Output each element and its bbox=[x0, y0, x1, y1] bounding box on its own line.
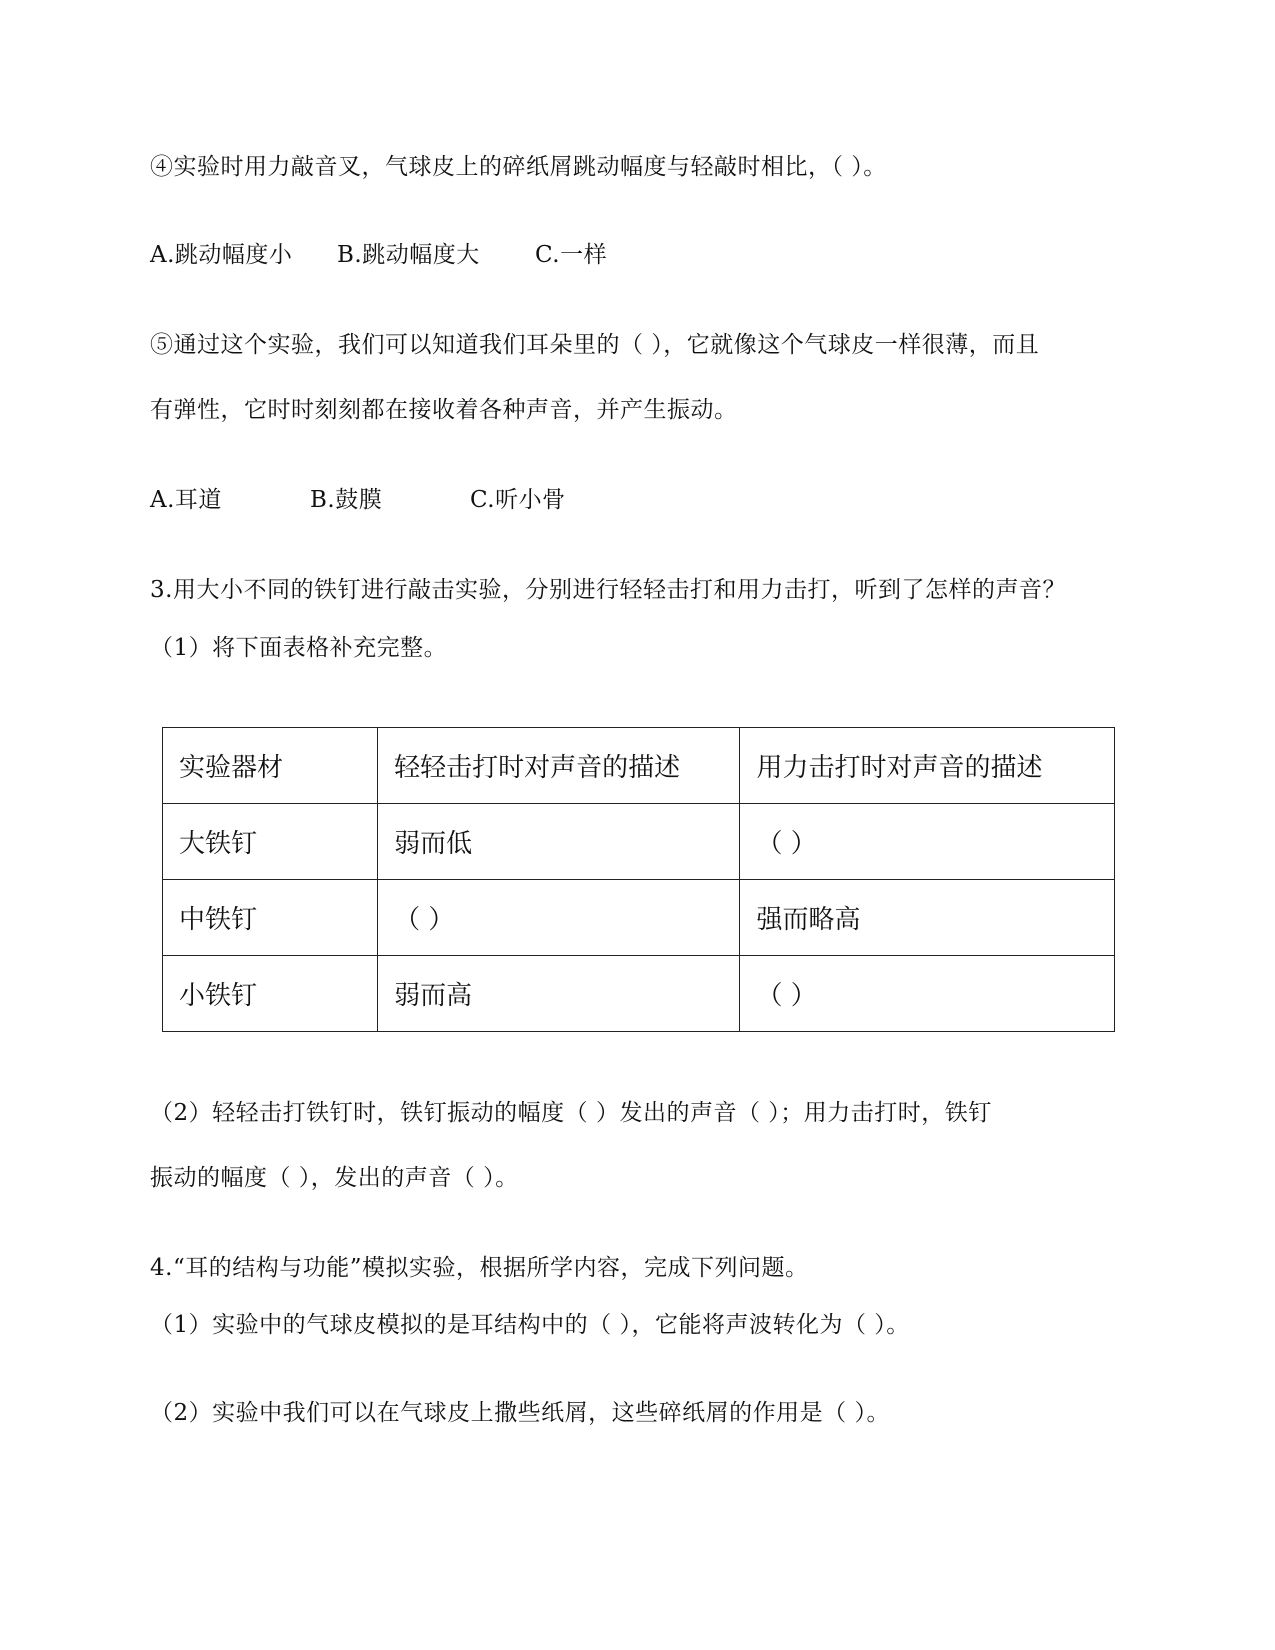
table-cell-blank: （ ） bbox=[378, 880, 740, 956]
table-cell: 中铁钉 bbox=[163, 880, 378, 956]
table-cell: 小铁钉 bbox=[163, 956, 378, 1032]
option-a: A.跳动幅度小 bbox=[150, 242, 293, 268]
table-header-cell: 用力击打时对声音的描述 bbox=[740, 728, 1115, 804]
table-cell: 弱而低 bbox=[378, 804, 740, 880]
question-5-options bbox=[150, 485, 566, 515]
question-3-title: 3.用大小不同的铁钉进行敲击实验，分别进行轻轻击打和用力击打，听到了怎样的声音？ bbox=[150, 577, 1066, 603]
experiment-table bbox=[162, 727, 1115, 1032]
option-a: A.耳道 bbox=[150, 487, 222, 513]
question-4-title: 4.“耳的结构与功能”模拟实验，根据所学内容，完成下列问题。 bbox=[150, 1255, 809, 1281]
option-b: B.鼓膜 bbox=[310, 487, 383, 513]
option-b: B.跳动幅度大 bbox=[337, 242, 480, 268]
table-header-cell: 实验器材 bbox=[163, 728, 378, 804]
table-row bbox=[163, 956, 1115, 1032]
question-4-sub2: （2）实验中我们可以在气球皮上撒些纸屑，这些碎纸屑的作用是（ ）。 bbox=[150, 1400, 890, 1426]
table-cell: 大铁钉 bbox=[163, 804, 378, 880]
question-3-sub1: （1）将下面表格补充完整。 bbox=[150, 635, 448, 661]
question-5-stem-line2: 有弹性，它时时刻刻都在接收着各种声音，并产生振动。 bbox=[150, 397, 738, 423]
question-5-stem-line1: ⑤通过这个实验，我们可以知道我们耳朵里的（ ），它就像这个气球皮一样很薄，而且 bbox=[150, 332, 1040, 358]
table-cell: 强而略高 bbox=[740, 880, 1115, 956]
question-3-sub2-line2: 振动的幅度（ ），发出的声音（ ）。 bbox=[150, 1165, 519, 1191]
table-cell-blank: （ ） bbox=[740, 804, 1115, 880]
question-4-options bbox=[150, 240, 607, 270]
table-row bbox=[163, 880, 1115, 956]
table-header-row bbox=[163, 728, 1115, 804]
option-c: C.一样 bbox=[535, 242, 608, 268]
table-cell-blank: （ ） bbox=[740, 956, 1115, 1032]
option-c: C.听小骨 bbox=[470, 487, 566, 513]
table-cell: 弱而高 bbox=[378, 956, 740, 1032]
table-header-cell: 轻轻击打时对声音的描述 bbox=[378, 728, 740, 804]
question-4-sub1: （1）实验中的气球皮模拟的是耳结构中的（ ），它能将声波转化为（ ）。 bbox=[150, 1312, 910, 1338]
table-row bbox=[163, 804, 1115, 880]
question-3-sub2-line1: （2）轻轻击打铁钉时，铁钉振动的幅度（ ）发出的声音（ ）；用力击打时，铁钉 bbox=[150, 1100, 992, 1126]
question-4-stem: ④实验时用力敲音叉，气球皮上的碎纸屑跳动幅度与轻敲时相比，（ ）。 bbox=[150, 154, 887, 180]
